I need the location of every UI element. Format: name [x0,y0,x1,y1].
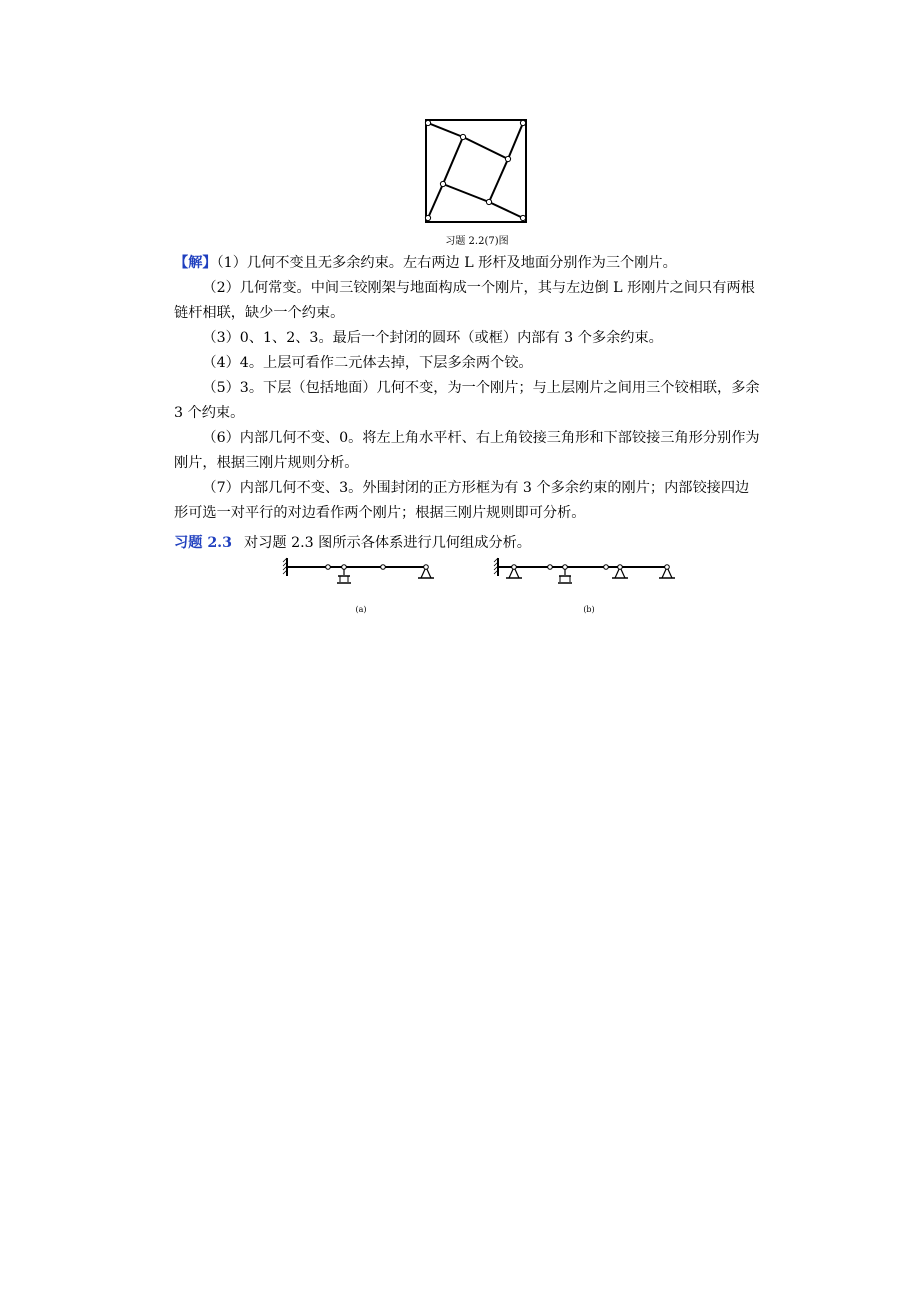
hinge [520,215,525,220]
exercise-label: 习题 2.3 [174,535,232,551]
hinge [460,134,465,139]
hinge [440,181,445,186]
solution-item-7: （7）内部几何不变、3。外围封闭的正方形框为有 3 个多余约束的刚片；内部铰接四边形可选一对平行的对边看作两个刚片；根据三刚片规则即可分析。 [174,480,750,521]
beam-figure-a [282,556,437,594]
inner-quadrilateral [443,137,508,202]
outer-square-frame [426,120,526,222]
solution-item-1: 【解】（1）几何不变且无多余约束。左右两边 L 形杆及地面分别作为三个刚片。 [174,255,677,271]
hinge [425,215,430,220]
solution-label: 【解】 [174,255,217,271]
figure-caption-b: (b) [583,605,595,614]
figure-caption: 习题 2.2(7)图 [445,236,509,247]
solution-item-4: （4）4。上层可看作二元体去掉，下层多余两个铰。 [202,355,533,371]
exercise-text: 对习题 2.3 图所示各体系进行几何组成分析。 [244,535,531,551]
hinge [520,120,525,125]
solution-item-5: （5）3。下层（包括地面）几何不变，为一个刚片；与上层刚片之间用三个铰相联，多余 3 个约束。 [174,380,760,421]
bar-top-left [428,123,463,137]
frame-figure-2-2-7 [418,114,534,228]
solution-item-2: （2）几何常变。中间三铰刚架与地面构成一个刚片，其与左边倒 L 形刚片之间只有两根链杆相联，缺少一个约束。 [174,280,755,321]
solution-item-3: （3）0、1、2、3。最后一个封闭的圆环（或框）内部有 3 个多余约束。 [202,330,663,346]
exercise-heading [174,531,760,556]
bar-bottom-right [489,202,523,218]
bar-bottom-left [428,184,443,218]
hinge [505,156,510,161]
figure-caption-a: (a) [355,605,367,614]
bar-top-right [508,123,523,159]
solution-item-6: （6）内部几何不变、0。将左上角水平杆、右上角铰接三角形和下部铰接三角形分别作为刚片，根据三刚片规则分析。 [174,430,760,471]
hinge [486,199,491,204]
beam-figure-b [493,556,678,594]
hinge [425,120,430,125]
